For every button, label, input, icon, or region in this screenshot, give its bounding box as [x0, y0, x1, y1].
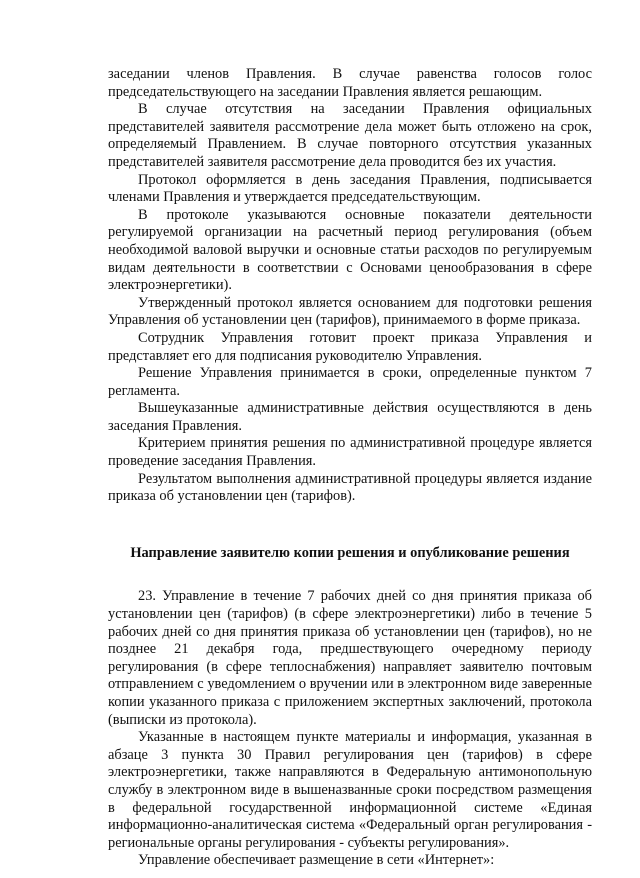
paragraph: Вышеуказанные административные действия осуществляются в день заседания Правления.	[108, 400, 592, 434]
paragraph: Протокол оформляется в день заседания Правления, подписывается членами Правления и утверждается председательствующим.	[108, 171, 592, 206]
paragraph: В случае отсутствия на заседании Правления официальных представителей заявителя рассмотрение дела может быть отложено на срок, определяемый Правлением. В случае повторного отсутствия указанных представителей заявителя рассмотрение дела проводится без их участия.	[108, 101, 592, 170]
paragraph: заседании членов Правления. В случае равенства голосов голос председательствующего на заседании Правления является решающим.	[108, 66, 592, 100]
document-page	[108, 66, 592, 870]
paragraph: 23. Управление в течение 7 рабочих дней со дня принятия приказа об установлении цен (тарифов) (в сфере электроэнергетики) либо в течение 5 рабочих дней со дня принятия приказа об установлении цен (тарифов), но не позднее 21 декабря года, предшествующего очередному периоду регулирования (в сфере теплоснабжения) направляет заявителю почтовым отправлением с уведомлением о вручении или в электронном виде заверенные копии указанного приказа с приложением экспертных заключений, протокола (выписки из протокола).	[108, 588, 592, 728]
section-heading: Направление заявителю копии решения и опубликование решения	[130, 544, 570, 561]
paragraph: Управление обеспечивает размещение в сети «Интернет»:	[138, 852, 495, 869]
paragraph: Результатом выполнения административной процедуры является издание приказа об установлении цен (тарифов).	[108, 470, 592, 505]
paragraph: Указанные в настоящем пункте материалы и информация, указанная в абзаце 3 пункта 30 Правил регулирования цен (тарифов) в сфере электроэнергетики, также направляются в Федеральную антимонопольную службу в электронном виде в вышеназванные сроки посредством размещения в федеральной государственной информационной системе «Единая информационно-аналитическая система «Федеральный орган регулирования - региональные органы регулирования - субъекты регулирования».	[108, 729, 592, 851]
paragraph: Решение Управления принимается в сроки, определенные пунктом 7 регламента.	[108, 365, 592, 399]
paragraph: Утвержденный протокол является основанием для подготовки решения Управления об установлении цен (тарифов), принимаемого в форме приказа.	[108, 294, 592, 329]
paragraph: В протоколе указываются основные показатели деятельности регулируемой организации на расчетный период регулирования (объем необходимой валовой выручки и основные статьи расходов по регулируемым видам деятельности в соответствии с Основами ценообразования в сфере электроэнергетики).	[108, 206, 592, 294]
paragraph: Критерием принятия решения по административной процедуре является проведение заседания Правления.	[108, 435, 592, 470]
paragraph: Сотрудник Управления готовит проект приказа Управления и представляет его для подписания руководителю Управления.	[108, 329, 592, 364]
